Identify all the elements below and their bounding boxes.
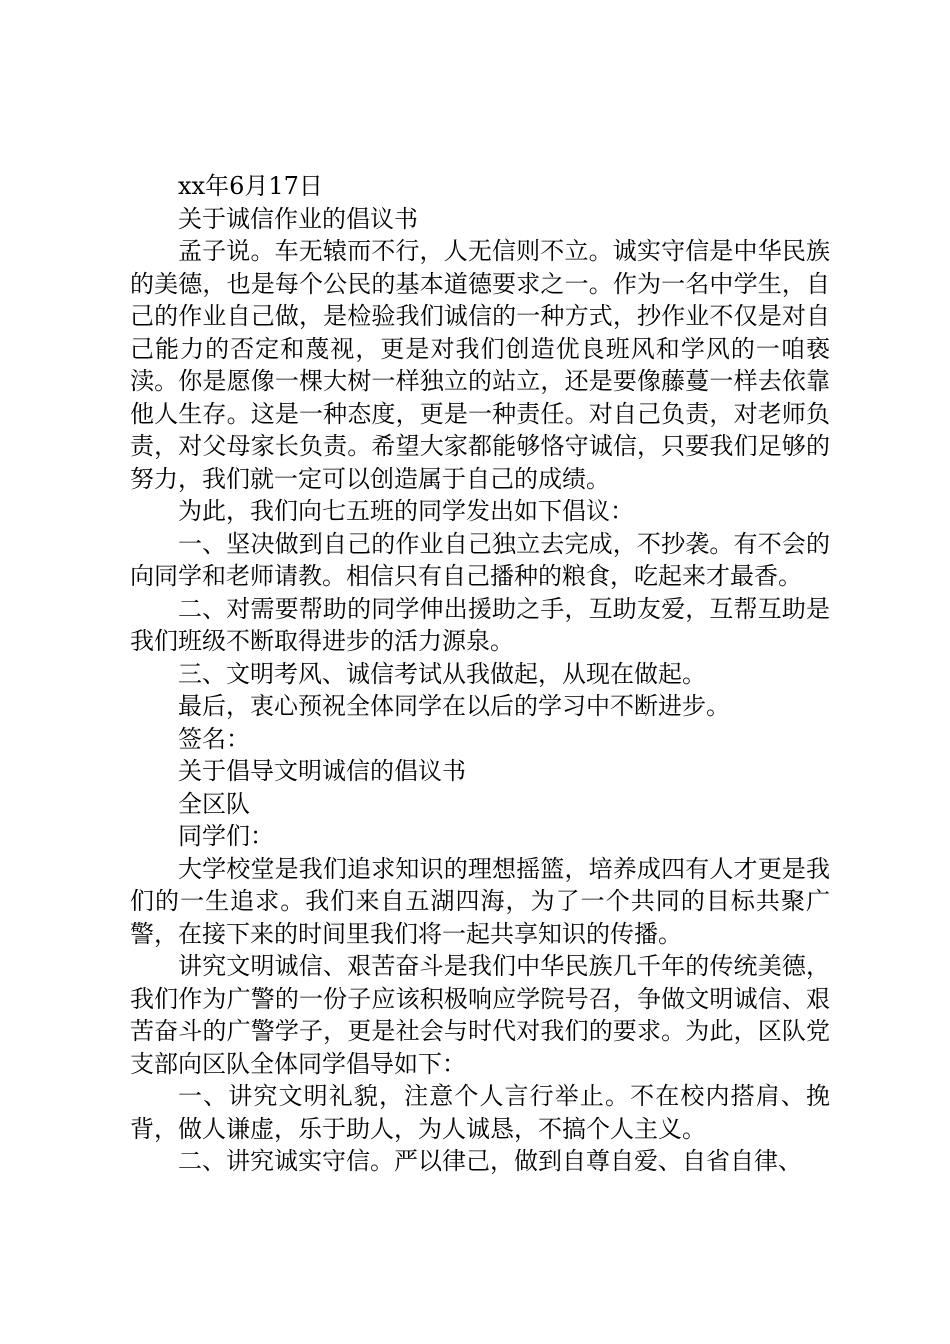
paragraph-proposal-2: 二、对需要帮助的同学伸出援助之手，互助友爱，互帮互助是我们班级不断取得进步的活力源泉。 bbox=[130, 594, 830, 655]
addressee-unit: 全区队 bbox=[178, 789, 250, 818]
salutation: 同学们： bbox=[178, 822, 274, 850]
paragraph-item-1: 一、讲究文明礼貌，注意个人言行举止。不在校内搭肩、挽背，做人谦虚，乐于助人，为人诚恳，不搞个人主义。 bbox=[130, 1082, 830, 1143]
signature-line: 签名： bbox=[178, 724, 250, 753]
paragraph-closing: 最后，衷心预祝全体同学在以后的学习中不断进步。 bbox=[178, 692, 730, 720]
paragraph-item-2: 二、讲究诚实守信。严以律己，做到自尊自爱、自省自律、 bbox=[178, 1147, 802, 1175]
paragraph-proposal-1: 一、坚决做到自己的作业自己独立去完成，不抄袭。有不会的向同学和老师请教。相信只有自己播种的粮食，吃起来才最香。 bbox=[130, 529, 830, 590]
paragraph-proposal-intro: 为此，我们向七五班的同学发出如下倡议： bbox=[178, 497, 634, 525]
heading-integrity-homework: 关于诚信作业的倡议书 bbox=[178, 204, 418, 233]
paragraph-university: 大学校堂是我们追求知识的理想摇篮，培养成四有人才更是我们的一生追求。我们来自五湖四海，为了一个共同的目标共聚广警，在接下来的时间里我们将一起共享知识的传播。 bbox=[130, 854, 830, 948]
date-line: xx年6月17日 bbox=[178, 172, 323, 200]
heading-civilized-integrity: 关于倡导文明诚信的倡议书 bbox=[178, 757, 466, 785]
paragraph-tradition: 讲究文明诚信、艰苦奋斗是我们中华民族几千年的传统美德，我们作为广警的一份子应该积极响应学院号召，争做文明诚信、艰苦奋斗的广警学子，更是社会与时代对我们的要求。为此，区队党支部向区队全体同学倡导如下： bbox=[130, 952, 830, 1078]
paragraph-proposal-3: 三、文明考风、诚信考试从我做起，从现在做起。 bbox=[178, 659, 706, 688]
paragraph-mencius: 孟子说。车无辕而不行，人无信则不立。诚实守信是中华民族的美德，也是每个公民的基本道德要求之一。作为一名中学生，自己的作业自己做，是检验我们诚信的一种方式，抄作业不仅是对自己能力的否定和蔑视，更是对我们创造优良班风和学风的一咱亵渎。你是愿像一棵大树一样独立的站立，还是要像藤蔓一样去依靠他人生存。这是一种态度，更是一种责任。对自己负责，对老师负责，对父母家长负责。希望大家都能够恪守诚信，只要我们足够的努力，我们就一定可以创造属于自己的成绩。 bbox=[130, 237, 830, 493]
document-body bbox=[130, 170, 830, 1178]
